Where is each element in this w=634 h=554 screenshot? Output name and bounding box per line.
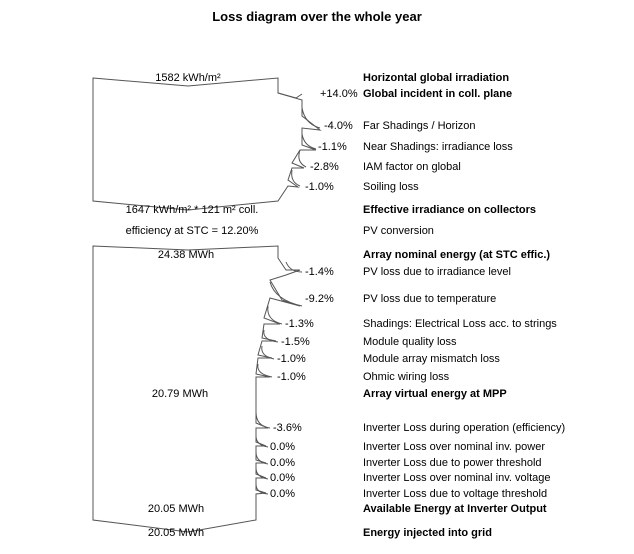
- loss-value-voltage-threshold: 0.0%: [270, 488, 296, 500]
- loss-label-inverter-voltage: Inverter Loss over nominal inv. voltage: [363, 472, 551, 484]
- grid-energy-value: 20.05 MWh: [147, 527, 205, 539]
- irradiation-value: 1582 kWh/m²: [155, 72, 221, 84]
- inverter-output-label: Available Energy at Inverter Output: [363, 503, 547, 515]
- irradiation-flow-band: [93, 78, 320, 210]
- conversion-label: PV conversion: [363, 225, 434, 237]
- loss-value-ohmic: -1.0%: [277, 371, 306, 383]
- loss-label-ohmic: Ohmic wiring loss: [363, 371, 450, 383]
- incident-gain-marker: [278, 93, 302, 98]
- loss-label-inverter-efficiency: Inverter Loss during operation (efficiency): [363, 422, 566, 434]
- loss-label-voltage-threshold: Inverter Loss due to voltage threshold: [363, 488, 548, 500]
- loss-value-soiling: -1.0%: [305, 181, 334, 193]
- loss-value-power-threshold: 0.0%: [270, 457, 296, 469]
- nominal-energy-value: 24.38 MWh: [157, 249, 215, 261]
- loss-value-far-shadings: -4.0%: [324, 120, 353, 132]
- efficiency-value: efficiency at STC = 12.20%: [125, 225, 259, 237]
- loss-label-iam: IAM factor on global: [363, 161, 461, 173]
- effective-value: 1647 kWh/m² * 121 m² coll.: [125, 204, 259, 216]
- loss-label-soiling: Soiling loss: [363, 181, 419, 193]
- nominal-energy-label: Array nominal energy (at STC effic.): [363, 249, 551, 261]
- incident-label: Global incident in coll. plane: [363, 88, 513, 100]
- grid-energy-label: Energy injected into grid: [363, 527, 492, 539]
- loss-value-inverter-power: 0.0%: [270, 441, 296, 453]
- incident-gain-value: +14.0%: [320, 88, 358, 100]
- loss-label-temperature: PV loss due to temperature: [363, 293, 497, 305]
- loss-value-mismatch: -1.0%: [277, 353, 306, 365]
- loss-label-inverter-power: Inverter Loss over nominal inv. power: [363, 441, 545, 453]
- loss-label-power-threshold: Inverter Loss due to power threshold: [363, 457, 542, 469]
- mpp-value: 20.79 MWh: [151, 388, 209, 400]
- loss-value-irradiance-level: -1.4%: [305, 266, 334, 278]
- loss-label-irradiance-level: PV loss due to irradiance level: [363, 266, 511, 278]
- mpp-label: Array virtual energy at MPP: [363, 388, 507, 400]
- irradiation-label: Horizontal global irradiation: [363, 72, 510, 84]
- loss-value-near-shadings: -1.1%: [318, 141, 347, 153]
- loss-value-inverter-efficiency: -3.6%: [273, 422, 302, 434]
- inverter-output-value: 20.05 MWh: [147, 503, 205, 515]
- loss-value-electrical-shading: -1.3%: [285, 318, 314, 330]
- loss-value-iam: -2.8%: [310, 161, 339, 173]
- loss-label-near-shadings: Near Shadings: irradiance loss: [363, 141, 513, 153]
- diagram-title: Loss diagram over the whole year: [212, 9, 422, 24]
- loss-label-module-quality: Module quality loss: [363, 336, 457, 348]
- loss-label-mismatch: Module array mismatch loss: [363, 353, 500, 365]
- loss-value-temperature: -9.2%: [305, 293, 334, 305]
- loss-label-far-shadings: Far Shadings / Horizon: [363, 120, 476, 132]
- loss-value-inverter-voltage: 0.0%: [270, 472, 296, 484]
- loss-label-electrical-shading: Shadings: Electrical Loss acc. to strings: [363, 318, 557, 330]
- effective-label: Effective irradiance on collectors: [363, 204, 537, 216]
- loss-value-module-quality: -1.5%: [281, 336, 310, 348]
